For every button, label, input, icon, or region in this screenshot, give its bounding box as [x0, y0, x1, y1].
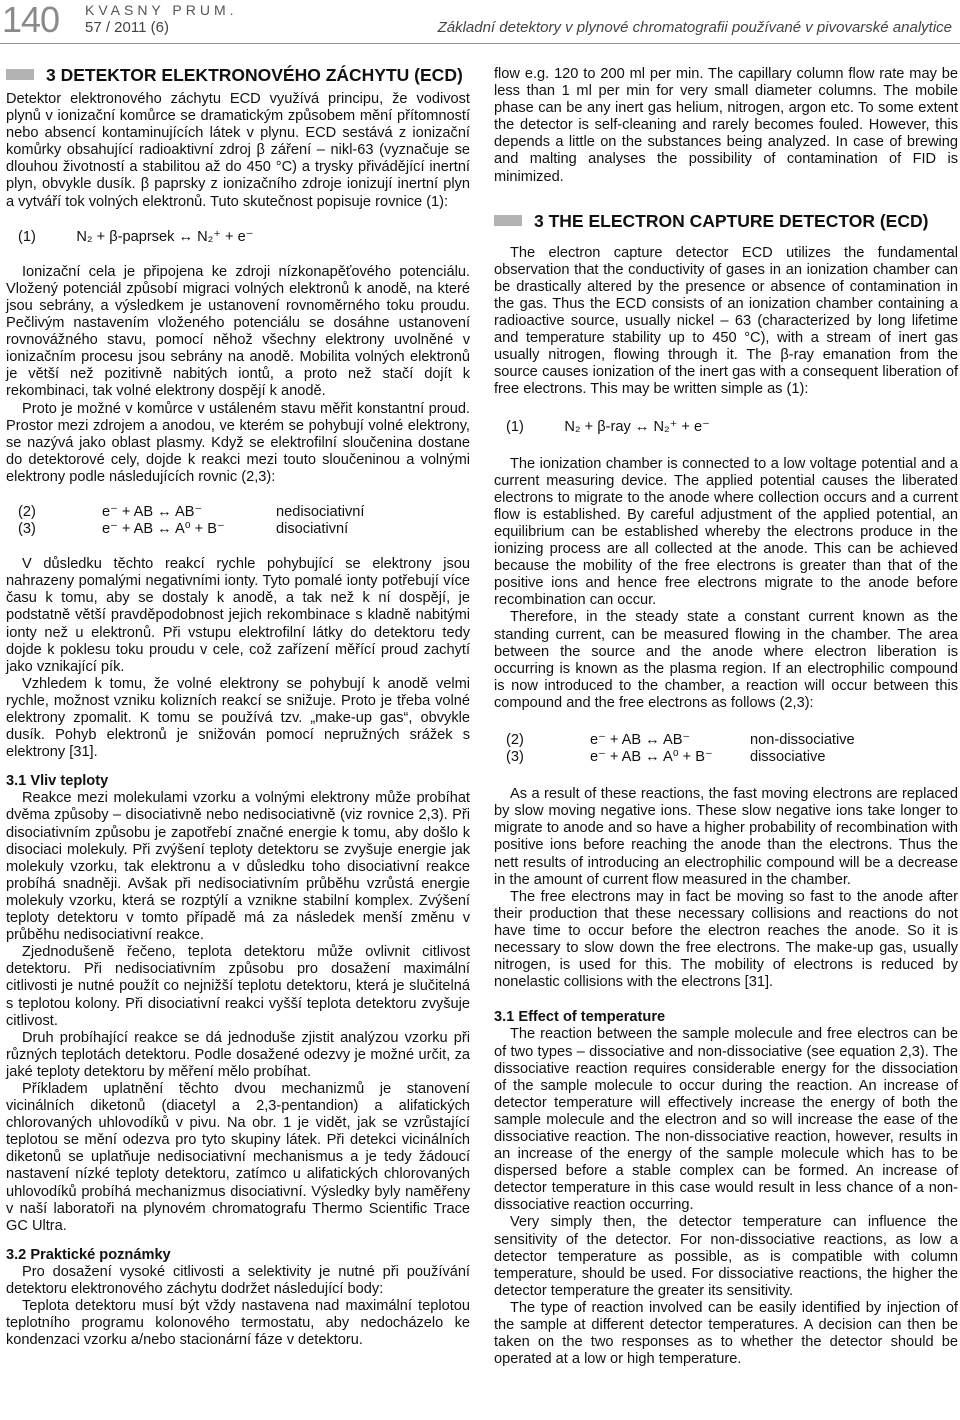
equations-2-3-en	[494, 732, 958, 766]
equation-2-en: (2) e⁻ + AB ↔ AB⁻ non-dissociative	[506, 732, 855, 748]
heading-bar	[6, 69, 34, 80]
paragraph: Teplota detektoru musí být vždy nastavena nad maximální teplotou teplotního programu kolonového termostatu, aby nedocházelo ke kondenzaci vzorku a/nebo stacionární fáze v detektoru.	[6, 1298, 470, 1349]
page-number: 140	[2, 0, 60, 40]
paragraph: The electron capture detector ECD utilizes the fundamental observation that the conductivity of gases in an ionization chamber can be drastically altered by the presence or absence of contamination in the gas. Thus the ECD consists of an ionization chamber containing a radioactive source, usually nickel – 63 (characterized by long lifetime and temperature stability up to 450 °C), with a stream of inert gas usually nitrogen, flowing through it. The β-ray emanation from the source causes ionization of the inert gas with a consequent liberation of free electrons. This may be written simple as (1):	[494, 244, 958, 398]
header-rule	[0, 43, 960, 44]
equations-2-3	[6, 504, 470, 538]
paragraph: Reakce mezi molekulami vzorku a volnými elektrony může probíhat dvěma způsoby – disociativně nebo nedisociativně (viz rovnice 2,3). Při disociativním způsobu je zapotřebí značné energie k tomu, aby došlo k disociaci molekuly. Při zvýšení teploty detektoru se zvyšuje energie jak molekuly vzorku, tak elektronu a v důsledku toho disociativní reakce probíhá snadněji. Avšak při nedisociativním průběhu vzrůstá energie molekuly vzorku, která se rozptýlí a vznikne stabilní komplex. Zvýšení teploty detektoru v tomto případě má za následek menší změnu v průběhu nedisociativní reakce.	[6, 790, 470, 944]
paragraph: Very simply then, the detector temperature can influence the sensitivity of the detector. For non-dissociative reactions, as low a detector temperature as possible, as is compatible with column temperature, should be used. For dissociative reactions, the higher the detector temperature the greater its sensitivity.	[494, 1214, 958, 1299]
paragraph: Příkladem uplatnění těchto dvou mechanizmů je stanovení vicinálních diketonů (diacetyl a 2,3-pentandion) a alifatických chlorovaných uhlovodíků v pivu. Na obr. 1 je vidět, jak se vzrůstající teplotou se mění odezva pro tyto skupiny látek. Při detekci vicinálních diketonů se uplatňuje nedisociativní mechanismus a je tedy žádoucí nastavení nízké teploty detektoru, zatímco u alifatických chlorovaných uhlovodíků probíhá mechanizmus disociativní. Výsledky byly naměřeny v naší laboratoři na plynovém chromatografu Thermo Scientific Trace GC Ultra.	[6, 1080, 470, 1234]
subheading-3-2-cz: 3.2 Praktické poznámky	[6, 1246, 171, 1263]
paragraph: flow e.g. 120 to 200 ml per min. The capillary column flow rate may be less than 1 ml per min for very small diameter columns. The mobile phase can be any inert gas helium, nitrogen, argon etc. To some extent the detector is self-cleaning and rarely becomes fouled. However, this depends a little on the substances being analyzed. In case of brewing and malting analyses the possibility of contamination of FID is minimized.	[494, 66, 958, 185]
paragraph: Druh probíhající reakce se dá jednoduše zjistit analýzou vzorku při různých teplotách detektoru. Podle dosažené odezvy je možné určit, za jaké teploty detektoru by měření mělo probíhat.	[6, 1029, 470, 1080]
section-heading-cz: 3 DETEKTOR ELEKTRONOVÉHO ZÁCHYTU (ECD)	[6, 66, 470, 85]
journal-name: KVASNY PRUM.	[85, 2, 238, 18]
right-column	[494, 66, 958, 1368]
paragraph: The ionization chamber is connected to a low voltage potential and a current measuring device. The applied potential causes the liberated electrons to migrate to the anode where collection occurs and a current flow is established. By careful adjustment of the applied potential, an equilibrium can be established whereby the electrons produce in the ionizing process are all collected at the anode. This can be achieved because the mobility of the free electrons is greater than that of the positive ions and hence free electrons migrate to the anode before recombination can occur.	[494, 455, 958, 609]
equation-1-en: (1) N₂ + β-ray ↔ N₂⁺ + e⁻	[506, 418, 710, 435]
paragraph: Detektor elektronového záchytu ECD využívá principu, že vodivost plynů v ionizační komůrce se dramatickým způsobem mění přítomností nebo absencí kontaminujících látek v plynu. ECD sestává z ionizační komůrky obsahující radioaktivní zdroj β záření – nikl-63 (vyznačuje se dlouhou životností a stabilitou až do 450 °C) a trysky přivádějící inertní plyn, obvykle dusík. β paprsky z ionizačního zdroje ionizují inertní plyn a vytváří tok volných elektronů. Tuto skutečnost popisuje rovnice (1):	[6, 91, 470, 210]
section-heading-en: 3 THE ELECTRON CAPTURE DETECTOR (ECD)	[494, 212, 958, 231]
left-column	[6, 66, 470, 1349]
equation-2: (2) e⁻ + AB ↔ AB⁻ nedisociativní	[18, 503, 365, 520]
paragraph: Vzhledem k tomu, že volné elektrony se pohybují k anodě velmi rychle, možnost vzniku kolizních reakcí se snižuje. Proto je třeba volné elektrony zpomalit. K tomu se používá tzv. „make-up gas“, obvykle dusík. Pohyb elektronů je snižován pomocí nepružných srážek s elektrony [31].	[6, 675, 470, 761]
paragraph: Pro dosažení vysoké citlivosti a selektivity je nutné při používání detektoru elektronového záchytu dodržet následující body:	[6, 1263, 470, 1297]
paragraph: Therefore, in the steady state a constant current known as the standing current, can be measured flowing in the chamber. The area between the source and the anode where electron liberation is occurring is known as the plasma region. If an electrophilic compound is now introduced to the chamber, a reaction will occur between this compound and the free electrons as follows (2,3):	[494, 609, 958, 711]
paragraph: Ionizační cela je připojena ke zdroji nízkonapěťového potenciálu. Vložený potenciál způsobí migraci volných elektronů k anodě, na které jsou sebrány, a výsledkem je ustanovení rovnoměrného toku proudu. Pečlivým nastavením vloženého potenciálu se dosáhne ustanovení rovnovážného stavu, pomocí něhož všechny elektrony uvolněné v ionizačním procesu jsou sebrány na anodě. Mobilita volných elektronů je větší než pozitivně nabitých iontů, a proto než stačí dojít k rekombinaci, tak volné elektrony dospějí k anodě.	[6, 263, 470, 400]
equation-3: (3) e⁻ + AB ↔ A⁰ + B⁻ disociativní	[18, 521, 349, 538]
paragraph: The type of reaction involved can be easily identified by injection of the sample at different detector temperatures. A decision can then be taken on the two responses as to whether the detector should be operated at a low or high temperature.	[494, 1299, 958, 1368]
paragraph: As a result of these reactions, the fast moving electrons are replaced by slow moving negative ions. These slow negative ions take longer to migrate to anode and so have a higher probability of recombination with positive ions before reaching the anode than the electrons. Thus the nett results of introducing an electrophilic compound will be a decrease in the amount of current flow measured in the chamber.	[494, 786, 958, 888]
issue-info: 57 / 2011 (6)	[85, 19, 169, 36]
paragraph: Proto je možné v komůrce v ustáleném stavu měřit konstantní proud. Prostor mezi zdrojem a anodou, ve kterém se pohybují volné elektrony, se nazývá jako oblast plasmy. Když se elektrofilní sloučenina dostane do detektorové cely, dojde k reakci mezi touto sloučeninou a volnými elektrony podle následujících rovnic (2,3):	[6, 400, 470, 485]
paragraph: The free electrons may in fact be moving so fast to the anode after their production that these necessary collisions and reactions do not have time to occur before the electron reaches the anode. So it is necessary to slow down the free electrons. The make-up gas, usually nitrogen, is used for this. The mobility of electrons is reduced by nonelastic collisions with the electrons [31].	[494, 888, 958, 991]
page-header	[0, 0, 960, 44]
subheading-3-1-cz: 3.1 Vliv teploty	[6, 773, 109, 790]
running-title: Základní detektory v plynové chromatografii používané v pivovarské analytice	[437, 19, 952, 36]
paragraph: Zjednodušeně řečeno, teplota detektoru může ovlivnit citlivost detektoru. Při nedisociativním způsobu pro dosažení maximální citlivosti je nutné použít co nejnižší teplotu detektoru, která je slučitelná s teplotou kolony. Při disociativní reakci vyšší teplota detektoru zvyšuje citlivost.	[6, 944, 470, 1029]
heading-bar	[494, 215, 522, 226]
paragraph: The reaction between the sample molecule and free electros can be of two types – dissociative and non-dissociative (see equation 2,3). The dissociative reaction requires considerable energy for the dissociation of the sample molecule to occur during the reaction. An increase of detector temperature will effectively increase the energy of both the sample molecule and the electron and so will increase the ease of the dissociative reaction. The non-dissociative reaction, however, results in an increase of the energy of the sample molecule which has to be dispersed before a stable complex can be formed. An increase of detector temperature in this case would result in less chance of a non-dissociative reaction occurring.	[494, 1026, 958, 1214]
subheading-3-1-en: 3.1 Effect of temperature	[494, 1009, 666, 1026]
paragraph: V důsledku těchto reakcí rychle pohybující se elektrony jsou nahrazeny pomalými negativními ionty. Tyto pomalé ionty potřebují více času k tomu, aby se dostaly k anodě, a tak než k ní dospějí, je podstatně větší pravděpodobnost jejich rekombinace s kladně nabitými ionty než u elektronů. Při vstupu elektrofilní látky do detektoru tedy dojde k poklesu toku proudu v cele, což zařízení měřící proud zachytí jako vznikající pík.	[6, 556, 470, 675]
equation-3-en: (3) e⁻ + AB ↔ A⁰ + B⁻ dissociative	[506, 749, 826, 766]
equation-1: (1) N₂ + β-paprsek ↔ N₂⁺ + e⁻	[18, 228, 254, 245]
